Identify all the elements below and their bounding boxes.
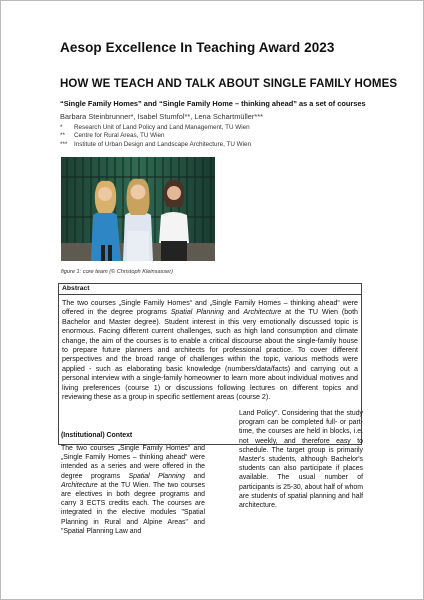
- team-photo-illustration: [61, 157, 215, 261]
- affiliation-text: Centre for Rural Areas, TU Wien: [74, 132, 165, 140]
- figure-caption: figure 1: core team (© Christoph Kleinsasser): [61, 269, 174, 275]
- abstract-text-emphasis: Architecture: [243, 308, 282, 317]
- team-photo: [61, 157, 215, 261]
- authors: Barbara Steinbrunner*, Isabel Stumfol**, Lena Schartmüller***: [60, 112, 263, 121]
- subtitle: “Single Family Homes” and “Single Family Home – thinking ahead” as a set of courses: [60, 99, 366, 108]
- award-title: Aesop Excellence In Teaching Award 2023: [60, 40, 335, 55]
- abstract-text: [59, 295, 361, 402]
- abstract-text-part: at the TU Wien (both Bachelor and Master degree). Student interest in this very emotionally discussed topic is enormous. Facing different current challenges, such as high land consumption and climate change, the aim of the courses is to enable a critical discourse about the single-family house to prepare future planners and architects for professional practice. To cover different perspectives and the broad range of challenges within the topic, various methods were applied - such as elaborating basic knowledge (numbers/data/facts) and carrying out a personal interview with a single-family homeowner to learn more about individual motives and living preferences (course 1) or discussions following lectures on different topics and reviewing these as a group in specific settlement areas (course 2).: [62, 308, 359, 402]
- affiliation-mark: *: [60, 124, 63, 131]
- context-text-part: and: [184, 472, 205, 480]
- abstract-text-emphasis: Spatial Planning: [170, 308, 224, 317]
- context-column-left: [61, 432, 205, 536]
- context-paragraph-1: [61, 444, 205, 536]
- abstract-text-part: and: [223, 308, 244, 317]
- affiliation-2: [60, 132, 251, 140]
- person-middle: [123, 179, 153, 261]
- main-title: HOW WE TEACH AND TALK ABOUT SINGLE FAMILY HOMES: [60, 78, 398, 90]
- context-heading: (Institutional) Context: [61, 432, 133, 439]
- affiliation-text: Institute of Urban Design and Landscape Architecture, TU Wien: [74, 140, 251, 148]
- context-text-part: The two courses „Single Family Homes“ and „Single Family Homes – thinking ahead“ were intended as a series and were offered in the degree programs: [61, 445, 205, 480]
- context-text-emphasis: Spatial Planning: [128, 472, 185, 480]
- context-text-part: at the TU Wien. The two courses are electives in both degree programs and carry 3 ECTS credits each. The courses are integrated in the elective modules "Spatial Planning in Rural and Alpine Areas" and "Spatial Planning Law and: [61, 481, 205, 535]
- affiliations: [60, 124, 251, 149]
- affiliation-mark: ***: [60, 140, 68, 148]
- affiliation-mark: **: [60, 132, 65, 140]
- abstract-heading: Abstract: [59, 284, 361, 295]
- context-paragraph-2: Land Policy". Considering that the study program can be completed full- or part-time, the courses are held in blocks, i.e. not weekly, and therefore easy to schedule. The target group is primarily Master's students, although Bachelor's students can also participate if places available. The usual number of participants is 25-30, about half of whom are students of spatial planning and half architecture.: [239, 410, 363, 510]
- context-column-right: [239, 409, 363, 510]
- affiliation-text: Research Unit of Land Policy and Land Management, TU Wien: [74, 124, 250, 131]
- context-text-emphasis: Architecture: [61, 481, 98, 489]
- affiliation-1: [60, 124, 251, 132]
- affiliation-3: [60, 141, 251, 149]
- abstract-text-part: The two courses „Single Family Homes“ and „Single Family Homes – thinking ahead“ were offered in the degree programs: [62, 299, 358, 317]
